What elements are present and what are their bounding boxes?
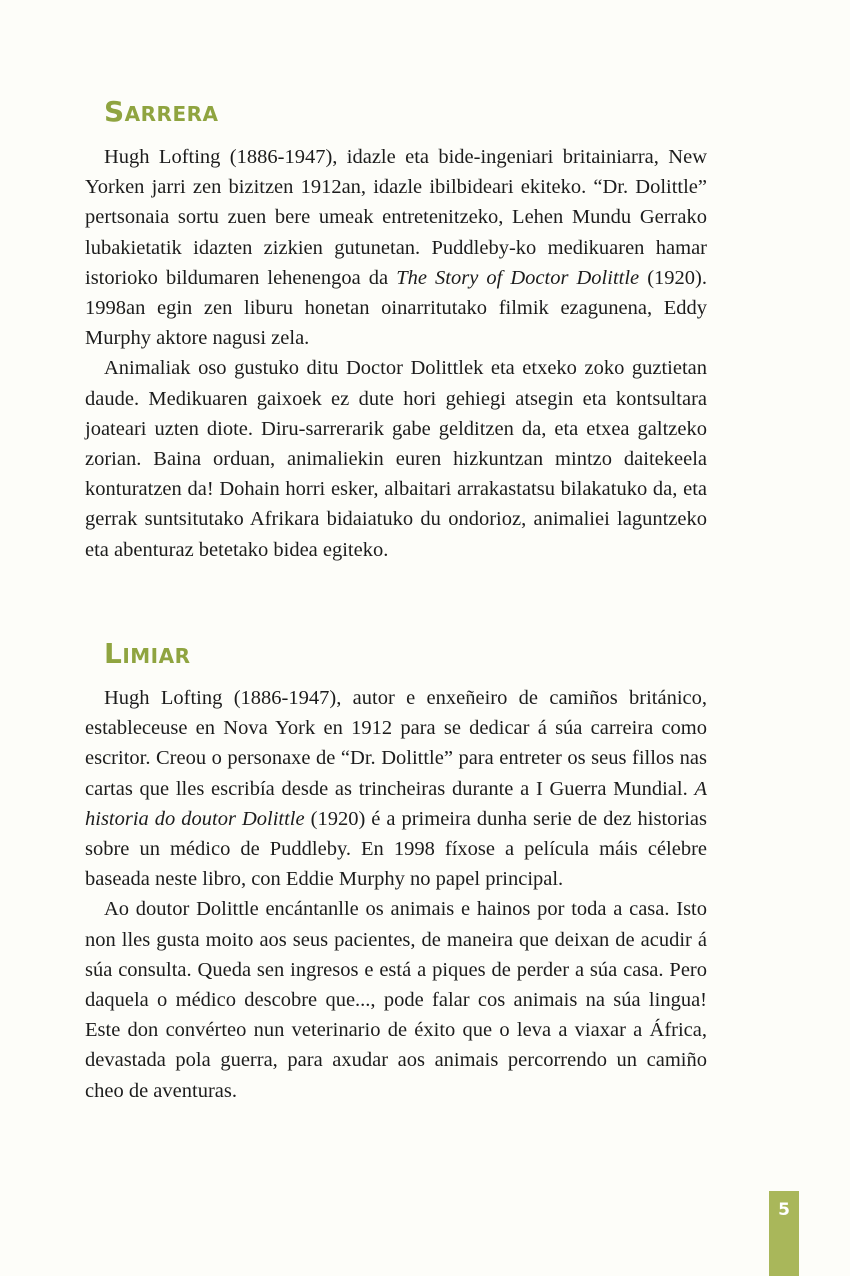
limiar-p1-text-b: (1920) é a primeira dunha serie de dez historias sobre un médico de Puddleby. En 1998 fíxose a película máis célebre baseada neste libro, con Eddie Murphy no papel principal. xyxy=(85,807,707,891)
limiar-paragraph-2: Ao doutor Dolittle encántanlle os animais e hainos por toda a casa. Isto non lles gusta moito aos seus pacientes, de maneira que deixan de acudir á súa consulta. Queda sen ingresos e está a piques de perder a súa casa. Pero daquela o médico descobre que..., pode falar cos animais na súa lingua! Este don convérteo nun veterinario de éxito que o leva a viaxar a África, devastada pola guerra, para axudar aos animais percorrendo un camiño cheo de aventuras. xyxy=(85,898,707,1102)
sarrera-paragraph-1 xyxy=(85,142,707,353)
sarrera-paragraph-2: Animaliak oso gustuko ditu Doctor Dolittlek eta etxeko zoko guztietan daude. Medikuaren gaixoek ez dute hori gehiegi atsegin eta kontsultara joateari uzten diote. Diru-sarrerarik gabe gelditzen da, eta etxea galtzeko zorian. Baina orduan, animaliekin euren hizkuntzan mintzo daitekeela konturatzen da! Dohain horri esker, albaitari arrakastatsu bilakatuko da, eta gerrak suntsitutako Afrikara bidaiatuko du ondorioz, animaliei laguntzeko eta abenturaz betetako bidea egiteko. xyxy=(85,357,707,561)
sarrera-heading: Sarrera xyxy=(104,95,219,128)
sarrera-section xyxy=(85,142,707,565)
sarrera-p1-text-b: (1920). 1998an egin zen liburu honetan oinarritutako filmik ezagunena, Eddy Murphy aktore nagusi zela. xyxy=(85,266,707,350)
sarrera-p1-text-a: Hugh Lofting (1886-1947), idazle eta bide-ingeniari britainiarra, New Yorken jarri zen bizitzen 1912an, idazle ibilbideari ekiteko. “Dr. Dolittle” pertsonaia sortu zuen bere umeak entretenitzeko, Lehen Mundu Gerrako lubakietatik idazten zizkien gutunetan. Puddleby-ko medikuaren hamar istorioko bildumaren lehenengoa da xyxy=(85,146,707,289)
page-number-tab xyxy=(769,1191,799,1276)
sarrera-book-title: The Story of Doctor Dolittle xyxy=(396,266,640,289)
limiar-heading: Limiar xyxy=(104,637,191,670)
page-number: 5 xyxy=(778,1200,790,1220)
limiar-paragraph-1 xyxy=(85,683,707,894)
limiar-book-title: A historia do doutor Dolittle xyxy=(85,777,707,830)
limiar-p1-text-a: Hugh Lofting (1886-1947), autor e enxeñeiro de camiños británico, estableceuse en Nova York en 1912 para se dedicar á súa carreira como escritor. Creou o personaxe de “Dr. Dolittle” para entreter os seus fillos nas cartas que lles escribía desde as trincheiras durante a I Guerra Mundial. xyxy=(85,687,707,800)
limiar-section xyxy=(85,683,707,1106)
